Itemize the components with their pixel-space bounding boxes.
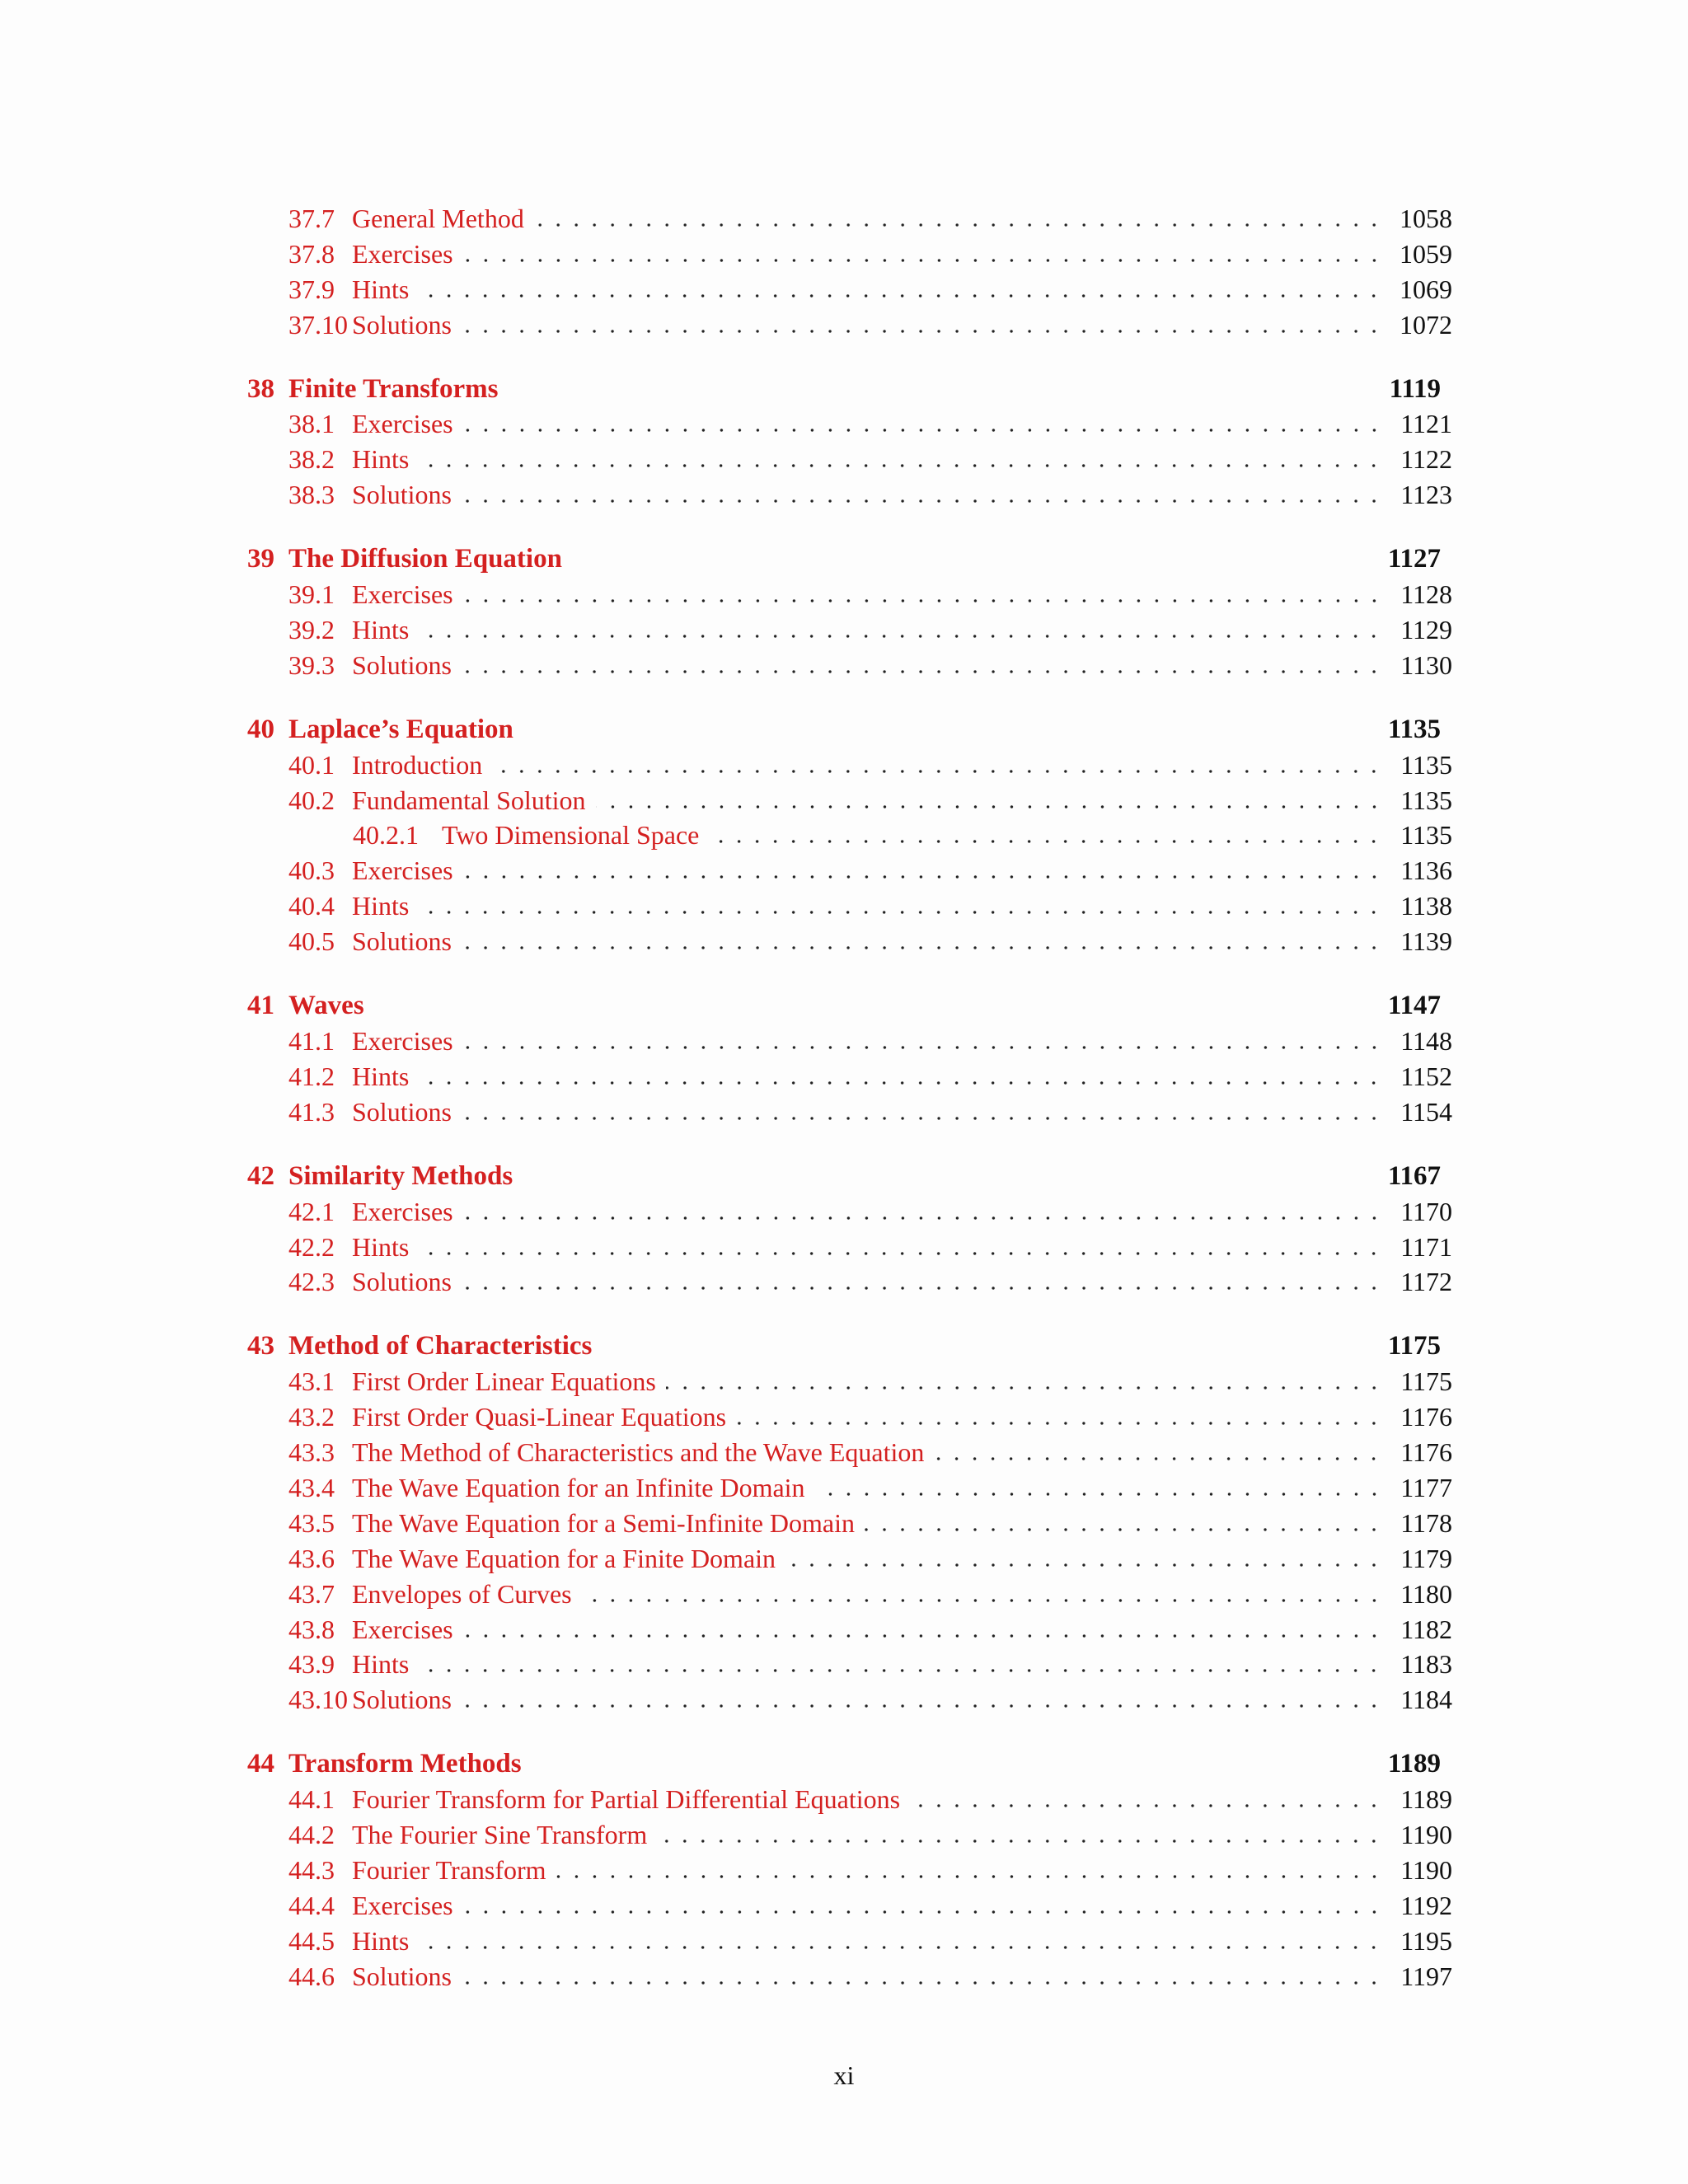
entry-number[interactable]: 43.4 [288,1473,335,1502]
toc-section-entry[interactable] [288,1779,1452,1815]
dot-leader [556,1875,1383,1878]
toc-section-entry[interactable] [288,233,1452,269]
entry-title[interactable]: The Diffusion Equation [288,544,562,574]
toc-section-entry[interactable] [288,574,1452,610]
toc-chapter-entry[interactable] [247,709,1441,745]
entry-number[interactable]: 38.3 [288,480,335,509]
entry-title[interactable]: Solutions [352,1267,452,1296]
entry-number[interactable]: 41.3 [288,1097,335,1127]
entry-page-number: 1176 [1400,1402,1452,1432]
toc-section-entry[interactable] [288,850,1452,886]
entry-number[interactable]: 44.5 [288,1926,335,1956]
entry-number[interactable]: 37.8 [288,239,335,269]
entry-title[interactable]: Exercises [352,1615,453,1644]
entry-number[interactable]: 44.4 [288,1891,335,1920]
entry-title[interactable]: Hints [352,444,410,474]
entry-number[interactable]: 43 [247,1331,274,1361]
dot-leader [463,1216,1383,1220]
toc-section-entry[interactable] [288,885,1452,921]
toc-section-entry[interactable] [288,1502,1452,1539]
dot-leader [666,1386,1383,1390]
dot-leader [865,1528,1383,1531]
entry-title[interactable]: Fourier Transform for Partial Differential Equations [352,1784,901,1814]
toc-section-entry[interactable] [288,1091,1452,1127]
entry-page-number: 1171 [1400,1232,1452,1262]
entry-title[interactable]: Waves [288,991,364,1020]
entry-page-number: 1175 [1400,1366,1452,1396]
dot-leader [462,1117,1383,1120]
entry-title[interactable]: Solutions [352,650,452,680]
entry-number[interactable]: 40.2.1 [353,820,419,850]
entry-title[interactable]: Hints [352,891,410,921]
toc-section-entry[interactable] [288,1226,1452,1263]
entry-page-number: 1128 [1400,579,1452,609]
dot-leader [419,911,1383,914]
entry-title[interactable]: Exercises [352,1891,453,1920]
dot-leader [462,330,1383,333]
entry-number[interactable]: 44.6 [288,1961,335,1991]
dot-leader [463,259,1383,262]
entry-title[interactable]: The Method of Characteristics and the Wave Equation [352,1437,925,1467]
entry-number[interactable]: 40.3 [288,855,335,885]
entry-page-number: 1135 [1400,785,1452,815]
entry-page-number: 1059 [1400,239,1452,269]
entry-number[interactable]: 37.9 [288,274,335,304]
toc-section-entry[interactable] [288,1432,1452,1468]
toc-section-entry[interactable] [288,780,1452,816]
entry-title[interactable]: Exercises [352,1197,453,1226]
toc-section-entry[interactable] [288,921,1452,957]
toc-chapter-entry[interactable] [247,538,1441,574]
entry-title[interactable]: The Fourier Sine Transform [352,1820,648,1849]
entry-page-number: 1154 [1400,1097,1452,1127]
entry-page-number: 1182 [1400,1615,1452,1644]
entry-number[interactable]: 39.2 [288,615,335,644]
toc-section-entry[interactable] [288,1191,1452,1227]
entry-page-number: 1170 [1400,1197,1452,1226]
entry-page-number: 1195 [1400,1926,1452,1956]
entry-page-number: 1058 [1400,204,1452,233]
entry-page-number: 1189 [1387,1749,1441,1779]
entry-number[interactable]: 43.1 [288,1366,335,1396]
entry-page-number: 1176 [1400,1437,1452,1467]
toc-section-entry[interactable] [288,1538,1452,1574]
entry-title[interactable]: Similarity Methods [288,1161,513,1191]
dot-leader [419,1946,1383,1949]
entry-number[interactable]: 40 [247,715,274,744]
toc-section-entry[interactable] [288,1814,1452,1850]
toc-section-entry[interactable] [288,1956,1452,1992]
entry-title[interactable]: Hints [352,615,410,644]
entry-title[interactable]: Exercises [352,1026,453,1056]
entry-page-number: 1190 [1400,1855,1452,1885]
entry-number[interactable]: 39.1 [288,579,335,609]
entry-page-number: 1072 [1400,310,1452,340]
dot-leader [492,770,1383,773]
dot-leader [910,1804,1383,1807]
entry-page-number: 1122 [1400,444,1452,474]
dot-leader [419,635,1383,638]
toc-section-entry[interactable] [288,304,1452,340]
dot-leader [462,1286,1383,1290]
toc-subsection-entry[interactable] [353,814,1452,851]
entry-number[interactable]: 44.1 [288,1784,335,1814]
entry-number[interactable]: 38 [247,374,274,404]
entry-page-number: 1148 [1400,1026,1452,1056]
entry-title[interactable]: Exercises [352,579,453,609]
entry-page-number: 1147 [1387,991,1441,1020]
entry-title[interactable]: Method of Characteristics [288,1331,593,1361]
dot-leader [785,1563,1383,1567]
dot-leader [419,294,1383,298]
entry-page-number: 1172 [1400,1267,1452,1296]
entry-page-number: 1179 [1400,1544,1452,1573]
entry-title[interactable]: Hints [352,1062,410,1091]
dot-leader [815,1493,1383,1496]
page-number: xi [833,2060,855,2090]
entry-title[interactable]: Fundamental Solution [352,785,586,815]
entry-title[interactable]: The Wave Equation for a Semi-Infinite Domain [352,1508,855,1538]
entry-number[interactable]: 43.3 [288,1437,335,1467]
entry-title[interactable]: Solutions [352,926,452,956]
dot-leader [709,840,1383,843]
entry-title[interactable]: Introduction [352,750,483,780]
dot-leader [657,1840,1383,1843]
toc-section-entry[interactable] [288,609,1452,645]
entry-number[interactable]: 43.6 [288,1544,335,1573]
entry-number[interactable]: 37.7 [288,204,335,233]
entry-page-number: 1190 [1400,1820,1452,1849]
dot-leader [596,805,1383,808]
entry-title[interactable]: General Method [352,204,524,233]
entry-page-number: 1123 [1400,480,1452,509]
dot-leader [534,223,1383,227]
entry-page-number: 1189 [1400,1784,1452,1814]
toc-section-entry[interactable] [288,1679,1452,1715]
entry-page-number: 1119 [1389,374,1441,404]
toc-chapter-entry[interactable] [247,368,1441,405]
entry-number[interactable]: 43.2 [288,1402,335,1432]
entry-number[interactable]: 43.5 [288,1508,335,1538]
entry-page-number: 1139 [1400,926,1452,956]
entry-title[interactable]: Solutions [352,310,452,340]
entry-number[interactable]: 42.3 [288,1267,335,1296]
entry-page-number: 1130 [1400,650,1452,680]
dot-leader [419,1081,1383,1085]
toc-section-entry[interactable] [288,1467,1452,1503]
entry-page-number: 1197 [1400,1961,1452,1991]
entry-title[interactable]: Envelopes of Curves [352,1579,572,1609]
entry-title[interactable]: The Wave Equation for an Infinite Domain [352,1473,805,1502]
entry-title[interactable]: Hints [352,1649,410,1679]
toc-section-entry[interactable] [288,1885,1452,1921]
toc-section-entry[interactable] [288,1396,1452,1432]
toc-section-entry[interactable] [288,438,1452,475]
dot-leader [736,1422,1383,1425]
dot-leader [463,599,1383,602]
entry-page-number: 1152 [1400,1062,1452,1091]
entry-page-number: 1127 [1387,544,1441,574]
entry-number[interactable]: 42.1 [288,1197,335,1226]
entry-number[interactable]: 42 [247,1161,274,1191]
entry-title[interactable]: Hints [352,1232,410,1262]
entry-page-number: 1183 [1400,1649,1452,1679]
entry-number[interactable]: 39 [247,544,274,574]
toc-section-entry[interactable] [288,198,1452,234]
entry-number[interactable]: 43.8 [288,1615,335,1644]
entry-title[interactable]: First Order Linear Equations [352,1366,656,1396]
dot-leader [462,499,1383,503]
entry-title[interactable]: First Order Quasi-Linear Equations [352,1402,727,1432]
entry-page-number: 1184 [1400,1685,1452,1714]
entry-title[interactable]: Exercises [352,409,453,438]
toc-section-entry[interactable] [288,1361,1452,1397]
entry-number[interactable]: 40.1 [288,750,335,780]
entry-number[interactable]: 41.2 [288,1062,335,1091]
entry-number[interactable]: 42.2 [288,1232,335,1262]
entry-title[interactable]: Solutions [352,480,452,509]
entry-title[interactable]: Solutions [352,1685,452,1714]
toc-chapter-entry[interactable] [247,1743,1441,1779]
toc-section-entry[interactable] [288,1056,1452,1092]
entry-title[interactable]: Transform Methods [288,1749,522,1779]
toc-section-entry[interactable] [288,474,1452,510]
dot-leader [463,1634,1383,1638]
entry-number[interactable]: 40.5 [288,926,335,956]
entry-page-number: 1167 [1387,1161,1441,1191]
dot-leader [419,1669,1383,1672]
dot-leader [934,1457,1383,1460]
toc-section-entry[interactable] [288,644,1452,681]
dot-leader [419,1252,1383,1255]
entry-page-number: 1177 [1400,1473,1452,1502]
entry-page-number: 1069 [1400,274,1452,304]
dot-leader [582,1599,1383,1602]
toc-section-entry[interactable] [288,403,1452,439]
entry-title[interactable]: Laplace’s Equation [288,715,513,744]
toc-section-entry[interactable] [288,1020,1452,1057]
entry-page-number: 1136 [1400,855,1452,885]
entry-title[interactable]: The Wave Equation for a Finite Domain [352,1544,776,1573]
entry-title[interactable]: Solutions [352,1097,452,1127]
entry-number[interactable]: 37.10 [288,310,348,340]
entry-page-number: 1121 [1400,409,1452,438]
dot-leader [419,464,1383,467]
entry-page-number: 1180 [1400,1579,1452,1609]
toc-chapter-entry[interactable] [247,1325,1441,1361]
dot-leader [463,429,1383,432]
toc-section-entry[interactable] [288,1643,1452,1680]
entry-title[interactable]: Solutions [352,1961,452,1991]
entry-page-number: 1192 [1400,1891,1452,1920]
entry-number[interactable]: 43.9 [288,1649,335,1679]
entry-number[interactable]: 41.1 [288,1026,335,1056]
entry-number[interactable]: 41 [247,991,274,1020]
entry-title[interactable]: Finite Transforms [288,374,499,404]
toc-section-entry[interactable] [288,744,1452,780]
entry-title[interactable]: Hints [352,1926,410,1956]
entry-number[interactable]: 43.10 [288,1685,348,1714]
entry-number[interactable]: 44.2 [288,1820,335,1849]
entry-number[interactable]: 40.4 [288,891,335,921]
dot-leader [462,1704,1383,1708]
toc-section-entry[interactable] [288,269,1452,305]
dot-leader [463,875,1383,879]
entry-number[interactable]: 38.2 [288,444,335,474]
entry-title[interactable]: Hints [352,274,410,304]
entry-page-number: 1135 [1400,750,1452,780]
entry-page-number: 1129 [1400,615,1452,644]
dot-leader [462,670,1383,673]
dot-leader [463,1910,1383,1914]
toc-chapter-entry[interactable] [247,1155,1441,1192]
entry-number[interactable]: 40.2 [288,785,335,815]
toc-section-entry[interactable] [288,1849,1452,1886]
entry-number[interactable]: 44.3 [288,1855,335,1885]
entry-number[interactable]: 43.7 [288,1579,335,1609]
entry-number[interactable]: 39.3 [288,650,335,680]
entry-page-number: 1175 [1387,1331,1441,1361]
entry-title[interactable]: Two Dimensional Space [442,820,700,850]
dot-leader [462,946,1383,949]
dot-leader [462,1981,1383,1985]
toc-chapter-entry[interactable] [247,985,1441,1021]
entry-title[interactable]: Fourier Transform [352,1855,546,1885]
toc-section-entry[interactable] [288,1609,1452,1645]
toc-section-entry[interactable] [288,1261,1452,1297]
entry-title[interactable]: Exercises [352,239,453,269]
entry-number[interactable]: 44 [247,1749,274,1779]
entry-title[interactable]: Exercises [352,855,453,885]
entry-page-number: 1135 [1400,820,1452,850]
entry-page-number: 1138 [1400,891,1452,921]
toc-section-entry[interactable] [288,1920,1452,1957]
entry-page-number: 1135 [1387,715,1441,744]
dot-leader [463,1046,1383,1049]
entry-page-number: 1178 [1400,1508,1452,1538]
entry-number[interactable]: 38.1 [288,409,335,438]
toc-section-entry[interactable] [288,1573,1452,1610]
